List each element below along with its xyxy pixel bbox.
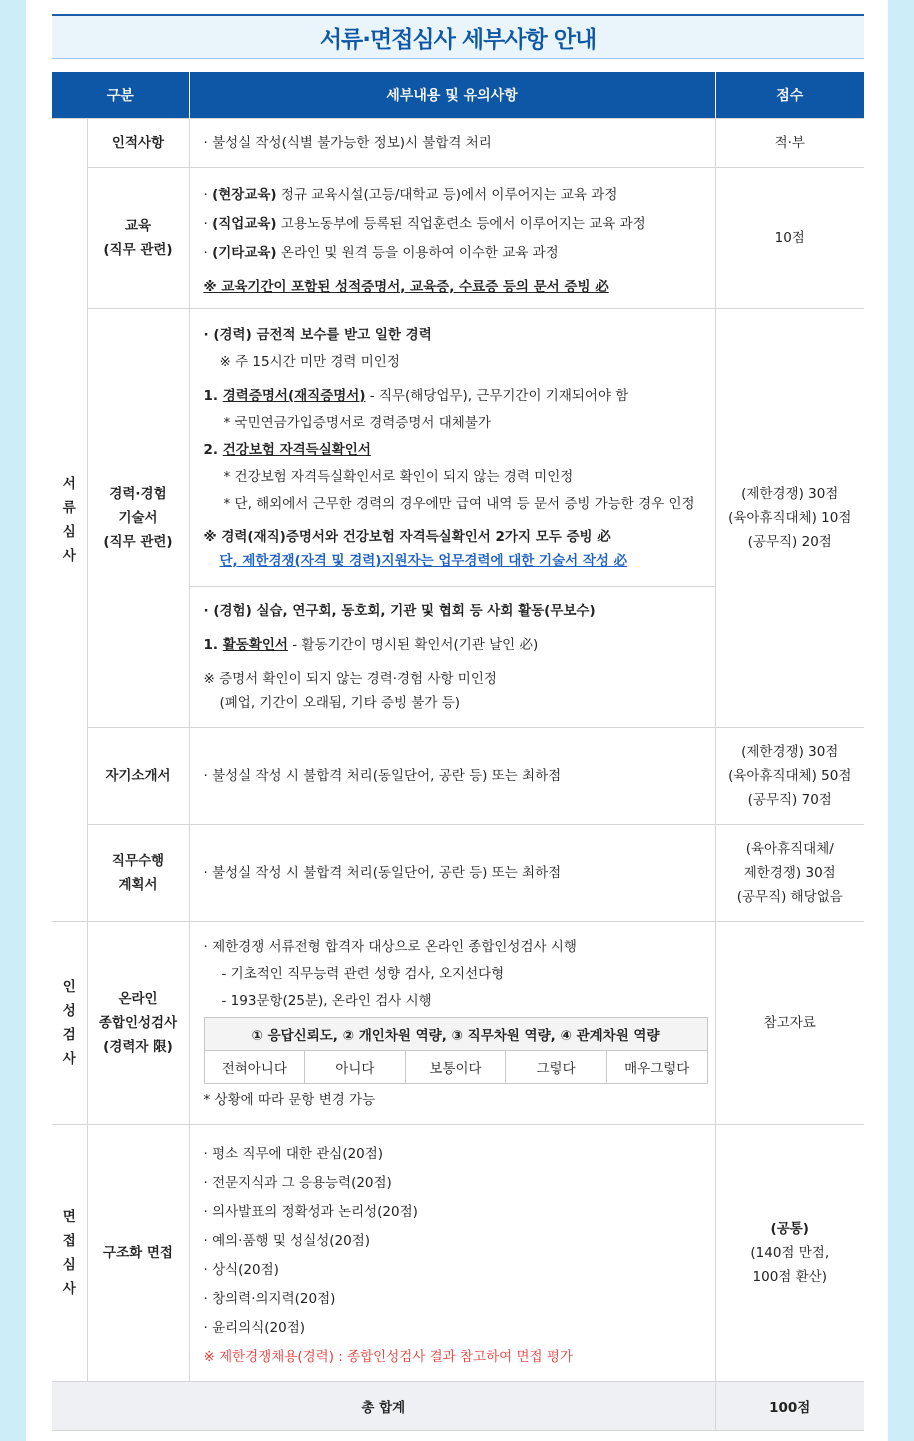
title-banner bbox=[52, 14, 864, 59]
header-score: 점수 bbox=[715, 72, 864, 119]
category-career: 경력·경험 기술서 (직무 관련) bbox=[87, 309, 189, 728]
detail-text: 온라인 및 원격 등을 이용하여 이수한 교육 과정 bbox=[276, 244, 559, 261]
detail-line bbox=[204, 241, 705, 265]
details-online bbox=[189, 922, 715, 1125]
bullet: · bbox=[203, 244, 213, 261]
scale-option: 보통이다 bbox=[405, 1050, 506, 1083]
detail-line bbox=[204, 212, 705, 236]
scale-option: 매우그렇다 bbox=[606, 1050, 707, 1083]
row-education bbox=[52, 168, 864, 309]
interview-note: ※ 제한경쟁채용(경력) : 종합인성검사 결과 참고하여 면접 평가 bbox=[203, 1349, 573, 1365]
number: 1. bbox=[203, 637, 223, 653]
section-personality-test: 인 성 검 사 bbox=[52, 922, 87, 1125]
list-item: · 상식(20점) bbox=[203, 1262, 279, 1278]
detail-line: · (경력) 금전적 보수를 받고 일한 경력 bbox=[203, 326, 432, 343]
label-bold: 경력증명서(재직증명서) bbox=[222, 387, 366, 404]
list-item: · 의사발표의 정확성과 논리성(20점) bbox=[203, 1204, 418, 1220]
detail-line: · 불성실 작성(식별 불가능한 정보)시 불합격 처리 bbox=[203, 135, 492, 151]
detail-line: - 193문항(25분), 온라인 검사 시행 bbox=[221, 992, 432, 1009]
row-career bbox=[52, 309, 864, 587]
score-education: 10점 bbox=[715, 168, 864, 309]
category-personal: 인적사항 bbox=[87, 119, 189, 168]
detail-line: * 건강보험 자격득실확인서로 확인이 되지 않는 경력 미인정 bbox=[223, 468, 574, 485]
scale-option: 아니다 bbox=[305, 1050, 406, 1083]
details-education bbox=[189, 168, 715, 309]
detail-line: · 제한경쟁 서류전형 합격자 대상으로 온라인 종합인성검사 시행 bbox=[203, 938, 577, 955]
number: 2. bbox=[203, 441, 223, 458]
detail-line: * 국민연금가입증명서로 경력증명서 대체불가 bbox=[223, 414, 491, 431]
scale-option: 전혀아니다 bbox=[204, 1050, 305, 1083]
list-item: · 예의·품행 및 성실성(20점) bbox=[203, 1233, 371, 1249]
section-doc-screening: 서 류 심 사 bbox=[52, 119, 87, 922]
label-bold: (직업교육) bbox=[212, 215, 277, 232]
category-interview: 구조화 면접 bbox=[87, 1125, 189, 1382]
total-label: 총 합계 bbox=[52, 1382, 715, 1431]
score-online: 참고자료 bbox=[715, 922, 864, 1125]
scale-header: ① 응답신뢰도, ② 개인차원 역량, ③ 직무차원 역량, ④ 관계차원 역량 bbox=[204, 1017, 707, 1050]
score-text: (140점 만점, 100점 환산) bbox=[750, 1245, 830, 1285]
row-total bbox=[52, 1382, 864, 1431]
header-category: 구분 bbox=[52, 72, 189, 119]
category-education: 교육 (직무 관련) bbox=[87, 168, 189, 309]
detail-line: (폐업, 기간이 오래됨, 기타 증빙 불가 등) bbox=[219, 695, 460, 711]
row-interview bbox=[52, 1125, 864, 1382]
row-personal bbox=[52, 119, 864, 168]
details-personal bbox=[189, 119, 715, 168]
detail-line bbox=[204, 384, 705, 408]
detail-text: 정규 교육시설(고등/대학교 등)에서 이루어지는 교육 과정 bbox=[276, 186, 618, 203]
detail-line: ※ 증명서 확인이 되지 않는 경력·경험 사항 미인정 bbox=[203, 671, 497, 687]
table-header-row bbox=[52, 72, 864, 119]
detail-text: - 활동기간이 명시된 확인서(기관 날인 必) bbox=[287, 637, 539, 653]
category-online: 온라인 종합인성검사 (경력자 限) bbox=[87, 922, 189, 1125]
score-interview bbox=[715, 1125, 864, 1382]
details-intro bbox=[189, 728, 715, 825]
detail-line: · 불성실 작성 시 불합격 처리(동일단어, 공란 등) 또는 최하점 bbox=[203, 865, 562, 881]
bullet: · bbox=[203, 186, 213, 203]
detail-line bbox=[204, 438, 705, 462]
page-title: 서류·면접심사 세부사항 안내 bbox=[319, 26, 597, 53]
list-item: · 윤리의식(20점) bbox=[203, 1320, 305, 1336]
detail-line: ※ 경력(재직)증명서와 건강보험 자격득실확인서 2가지 모두 증빙 必 bbox=[203, 528, 611, 545]
detail-line: * 상황에 따라 문항 변경 가능 bbox=[203, 1091, 376, 1108]
row-online-test bbox=[52, 922, 864, 1125]
label-bold: 건강보험 자격득실확인서 bbox=[222, 441, 371, 458]
total-score: 100점 bbox=[715, 1382, 864, 1431]
list-item: · 평소 직무에 대한 관심(20점) bbox=[203, 1146, 384, 1162]
details-interview bbox=[189, 1125, 715, 1382]
score-career: (제한경쟁) 30점 (육아휴직대체) 10점 (공무직) 20점 bbox=[715, 309, 864, 728]
detail-line: * 단, 해외에서 근무한 경력의 경우에만 급여 내역 등 문서 증빙 가능한 경우 인정 bbox=[223, 495, 695, 512]
left-border-stripe bbox=[0, 0, 26, 1441]
detail-line bbox=[204, 183, 705, 207]
score-plan: (육아휴직대체/ 제한경쟁) 30점 (공무직) 해당없음 bbox=[715, 825, 864, 922]
row-intro bbox=[52, 728, 864, 825]
label-bold: (기타교육) bbox=[212, 244, 277, 261]
career-note-link: 단, 제한경쟁(자격 및 경력)지원자는 업무경력에 대한 기술서 작성 必 bbox=[219, 552, 628, 569]
row-plan bbox=[52, 825, 864, 922]
list-item: · 창의력·의지력(20점) bbox=[203, 1291, 336, 1307]
header-details: 세부내용 및 유의사항 bbox=[189, 72, 715, 119]
detail-text: 고용노동부에 등록된 직업훈련소 등에서 이루어지는 교육 과정 bbox=[276, 215, 646, 232]
label-bold: (현장교육) bbox=[212, 186, 277, 203]
detail-text: - 직무(해당업무), 근무기간이 기재되어야 함 bbox=[365, 387, 629, 404]
label-bold: 활동확인서 bbox=[222, 637, 288, 653]
list-item: · 전문지식과 그 응용능력(20점) bbox=[203, 1175, 392, 1191]
detail-line: · 불성실 작성 시 불합격 처리(동일단어, 공란 등) 또는 최하점 bbox=[203, 768, 562, 784]
scale-option: 그렇다 bbox=[506, 1050, 607, 1083]
detail-line: · (경험) 실습, 연구회, 동호회, 기관 및 협회 등 사회 활동(무보수) bbox=[203, 603, 596, 619]
details-experience bbox=[189, 587, 715, 728]
score-label: (공통) bbox=[770, 1221, 809, 1237]
response-scale-table bbox=[204, 1017, 708, 1084]
screening-table bbox=[52, 72, 864, 1431]
right-border-stripe bbox=[888, 0, 914, 1441]
detail-line: ※ 주 15시간 미만 경력 미인정 bbox=[219, 353, 400, 370]
number: 1. bbox=[203, 387, 223, 404]
section-interview: 면 접 심 사 bbox=[52, 1125, 87, 1382]
score-personal: 적·부 bbox=[715, 119, 864, 168]
detail-line: - 기초적인 직무능력 관련 성향 검사, 오지선다형 bbox=[221, 965, 505, 982]
category-intro: 자기소개서 bbox=[87, 728, 189, 825]
detail-line bbox=[204, 633, 705, 657]
details-career bbox=[189, 309, 715, 587]
category-plan: 직무수행 계획서 bbox=[87, 825, 189, 922]
score-intro: (제한경쟁) 30점 (육아휴직대체) 50점 (공무직) 70점 bbox=[715, 728, 864, 825]
education-note: ※ 교육기간이 포함된 성적증명서, 교육증, 수료증 등의 문서 증빙 必 bbox=[203, 278, 609, 295]
details-plan bbox=[189, 825, 715, 922]
bullet: · bbox=[203, 215, 213, 232]
